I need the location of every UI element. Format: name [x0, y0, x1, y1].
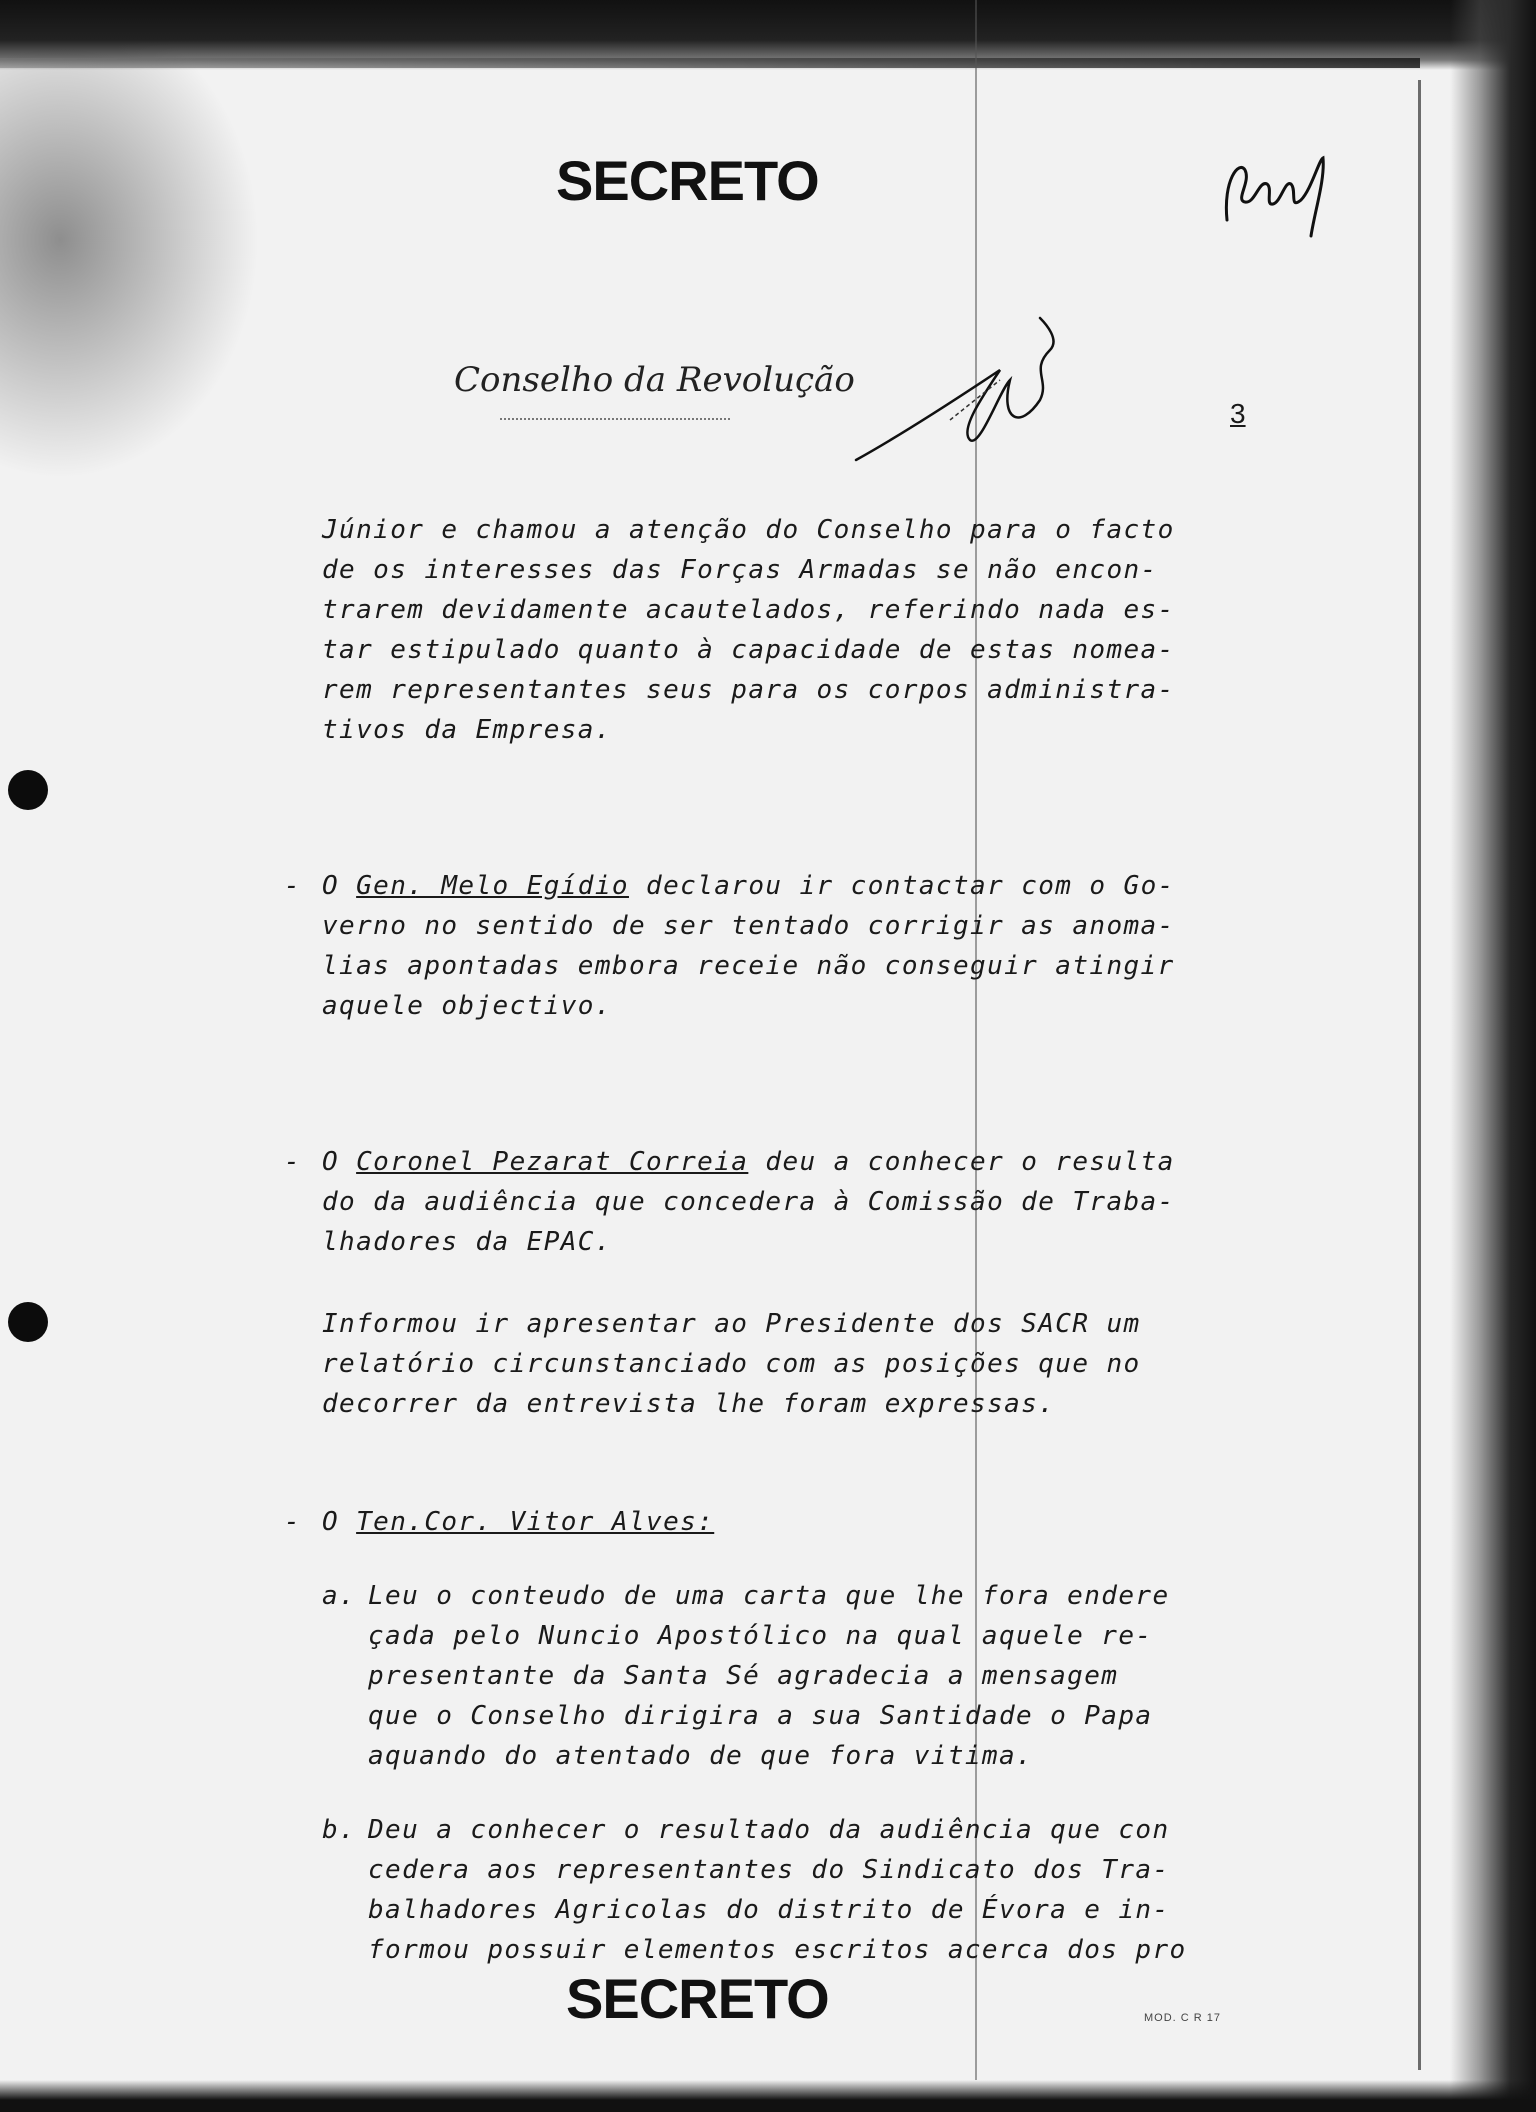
scan-top-border [0, 58, 1420, 68]
page-edge [1418, 80, 1421, 2070]
page-number: 3 [1230, 398, 1246, 429]
letterhead-title: Conselho da Revolução [454, 360, 855, 400]
list-dash: - [284, 1507, 302, 1537]
paragraph-continuation: Júnior e chamou a atenção do Conselho para o facto de os interesses das Forças Armadas se não encon- trarem devidamente acautelados, referindo nada es- tar estipulado quanto à capacidade de estas nomea- rem representantes seus para os corpos administra- tivos da Empresa. [322, 515, 1175, 745]
paragraph-report: Informou ir apresentar ao Presidente dos SACR um relatório circunstanciado com as posições que no decorrer da entrevista lhe foram expressas. [322, 1309, 1141, 1419]
sub-item-letter: a. [322, 1581, 357, 1611]
paragraph-vitor-alves: - O Ten.Cor. Vitor Alves: [322, 1502, 1202, 1542]
scan-bottom-edge [0, 2080, 1536, 2112]
form-code: MOD. C R 17 [1144, 2012, 1222, 2024]
punch-hole [8, 1302, 48, 1342]
sub-item-b: b. Deu a conhecer o resultado da audiência que con cedera aos representantes do Sindicato dos Tra- balhadores Agricolas do distrito de Évora e in- formou possuir elementos escritos acerca dos pro [322, 1810, 1202, 1970]
paragraph-melo-egidio: - O Gen. Melo Egídio declarou ir contactar com o Go- verno no sentido de ser tentado corrigir as anoma- lias apontadas embora receie não conseguir atingir aquele objectivo. [322, 866, 1202, 1026]
sub-item-a: a. Leu o conteudo de uma carta que lhe fora endere çada pelo Nuncio Apostólico na qual aquele re- presentante da Santa Sé agradecia a mensagem que o Conselho dirigira a sua Santidade o Papa aquando do atentado de que fora vitima. [322, 1576, 1202, 1776]
scan-smudge [0, 40, 260, 480]
list-dash: - [284, 1147, 302, 1177]
initials-signature [1215, 140, 1335, 250]
signature-center [850, 310, 1080, 470]
classification-stamp-bottom: SECRETO [566, 1967, 829, 2030]
list-dash: - [284, 871, 302, 901]
speaker-name: Coronel Pezarat Correia [356, 1147, 749, 1177]
letterhead-rule [500, 418, 730, 422]
document-body [284, 510, 1202, 1970]
speaker-name: Gen. Melo Egídio [356, 871, 629, 901]
sub-item-letter: b. [322, 1815, 357, 1845]
paragraph-pezarat-correia: - O Coronel Pezarat Correia deu a conhecer o resulta do da audiência que concedera à Comissão de Traba- lhadores da EPAC. [322, 1142, 1202, 1262]
punch-hole [8, 770, 48, 810]
scan-right-edge [1450, 0, 1536, 2112]
speaker-name: Ten.Cor. Vitor Alves: [356, 1507, 715, 1537]
classification-stamp-top: SECRETO [556, 149, 819, 212]
